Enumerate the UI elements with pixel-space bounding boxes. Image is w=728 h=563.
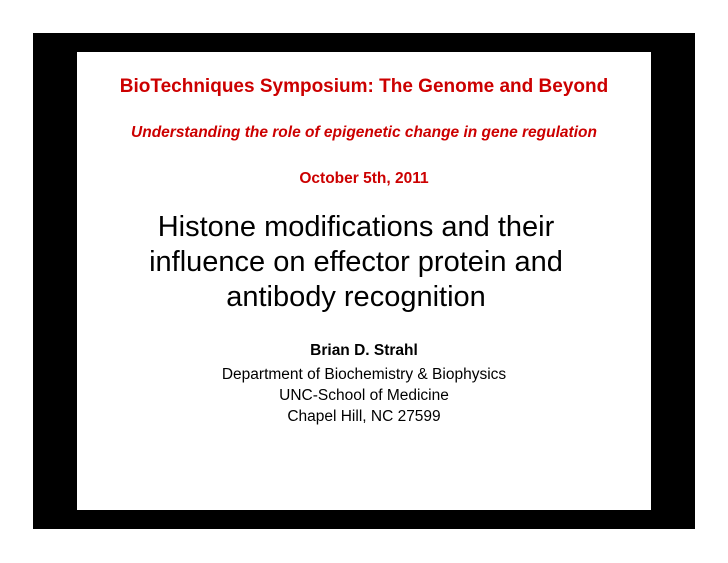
speaker-name: Brian D. Strahl	[310, 342, 418, 359]
event-date: October 5th, 2011	[299, 170, 429, 187]
talk-title-line-2: influence on effector protein and	[149, 246, 563, 278]
talk-title-line-3: antibody recognition	[226, 281, 486, 313]
symposium-title: BioTechniques Symposium: The Genome and Beyond	[119, 76, 609, 97]
session-subtitle: Understanding the role of epigenetic change in gene regulation	[131, 124, 597, 141]
affiliation-school: UNC-School of Medicine	[279, 387, 449, 404]
talk-title-line-1: Histone modifications and their	[157, 211, 555, 243]
affiliation-department: Department of Biochemistry & Biophysics	[221, 366, 507, 383]
affiliation-location: Chapel Hill, NC 27599	[287, 408, 441, 425]
